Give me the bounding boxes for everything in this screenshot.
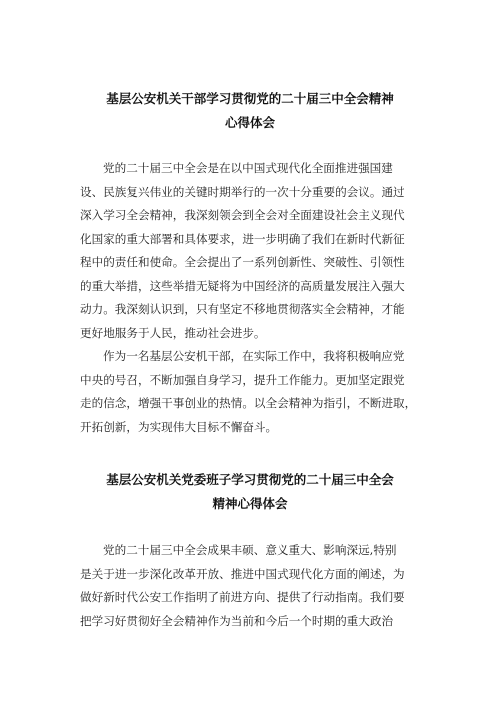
title-line: 心得体会: [224, 115, 275, 130]
section-body: [80, 539, 421, 633]
text-line: 把学习好贯彻好全会精神作为当前和今后一个时期的重大政治: [80, 613, 394, 628]
text-line: 化国家的重大部署和具体要求，进一步明确了我们在新时代新征: [80, 231, 405, 246]
text-line: 的重大举措，这些举措无疑将为中国经济的高质量发展注入强大: [80, 278, 405, 293]
text-line: 设、民族复兴伟业的关键时期举行的一次十分重要的会议。通过: [80, 184, 405, 199]
text-line: 程中的责任和使命。全会提出了一系列创新性、突破性、引领性: [80, 255, 405, 269]
text-line: 党的二十届三中全会成果丰硕、意义重大、影响深远,特别: [103, 543, 397, 557]
text-line: 是关于进一步深化改革开放、推进中国式现代化方面的阐述，为: [80, 566, 405, 581]
text-line: 深入学习全会精神，我深刻领会到全会对全面建设社会主义现代: [80, 208, 405, 222]
section-title: [0, 87, 500, 135]
paragraph: [80, 539, 421, 633]
title-line: 基层公安机关干部学习贯彻党的二十届三中全会精神: [106, 91, 394, 106]
title-line: 基层公安机关党委班子学习贯彻党的二十届三中全会: [106, 472, 394, 487]
text-line: 动力。我深刻认识到，只有坚定不移地贯彻落实全会精神，才能: [80, 302, 405, 316]
text-line: 党的二十届三中全会是在以中国式现代化全面推进强国建: [103, 161, 393, 175]
section-body: [80, 157, 421, 439]
text-line: 中央的号召，不断加强自身学习，提升工作能力。更加坚定跟党: [80, 372, 405, 387]
text-line: 做好新时代公安工作指明了前进方向、提供了行动指南。我们要: [80, 590, 405, 604]
text-line: 作为一名基层公安机干部，在实际工作中，我将积极响应党: [103, 349, 405, 363]
section-title: [0, 468, 500, 516]
text-line: 开拓创新，为实现伟大目标不懈奋斗。: [80, 419, 278, 434]
paragraph: [80, 157, 421, 345]
title-line: 精神心得体会: [212, 496, 288, 511]
text-line: 走的信念，增强干事创业的热情。以全会精神为指引，不断进取，: [80, 396, 417, 410]
text-line: 更好地服务于人民，推动社会进步。: [80, 325, 266, 340]
paragraph: [80, 345, 421, 439]
